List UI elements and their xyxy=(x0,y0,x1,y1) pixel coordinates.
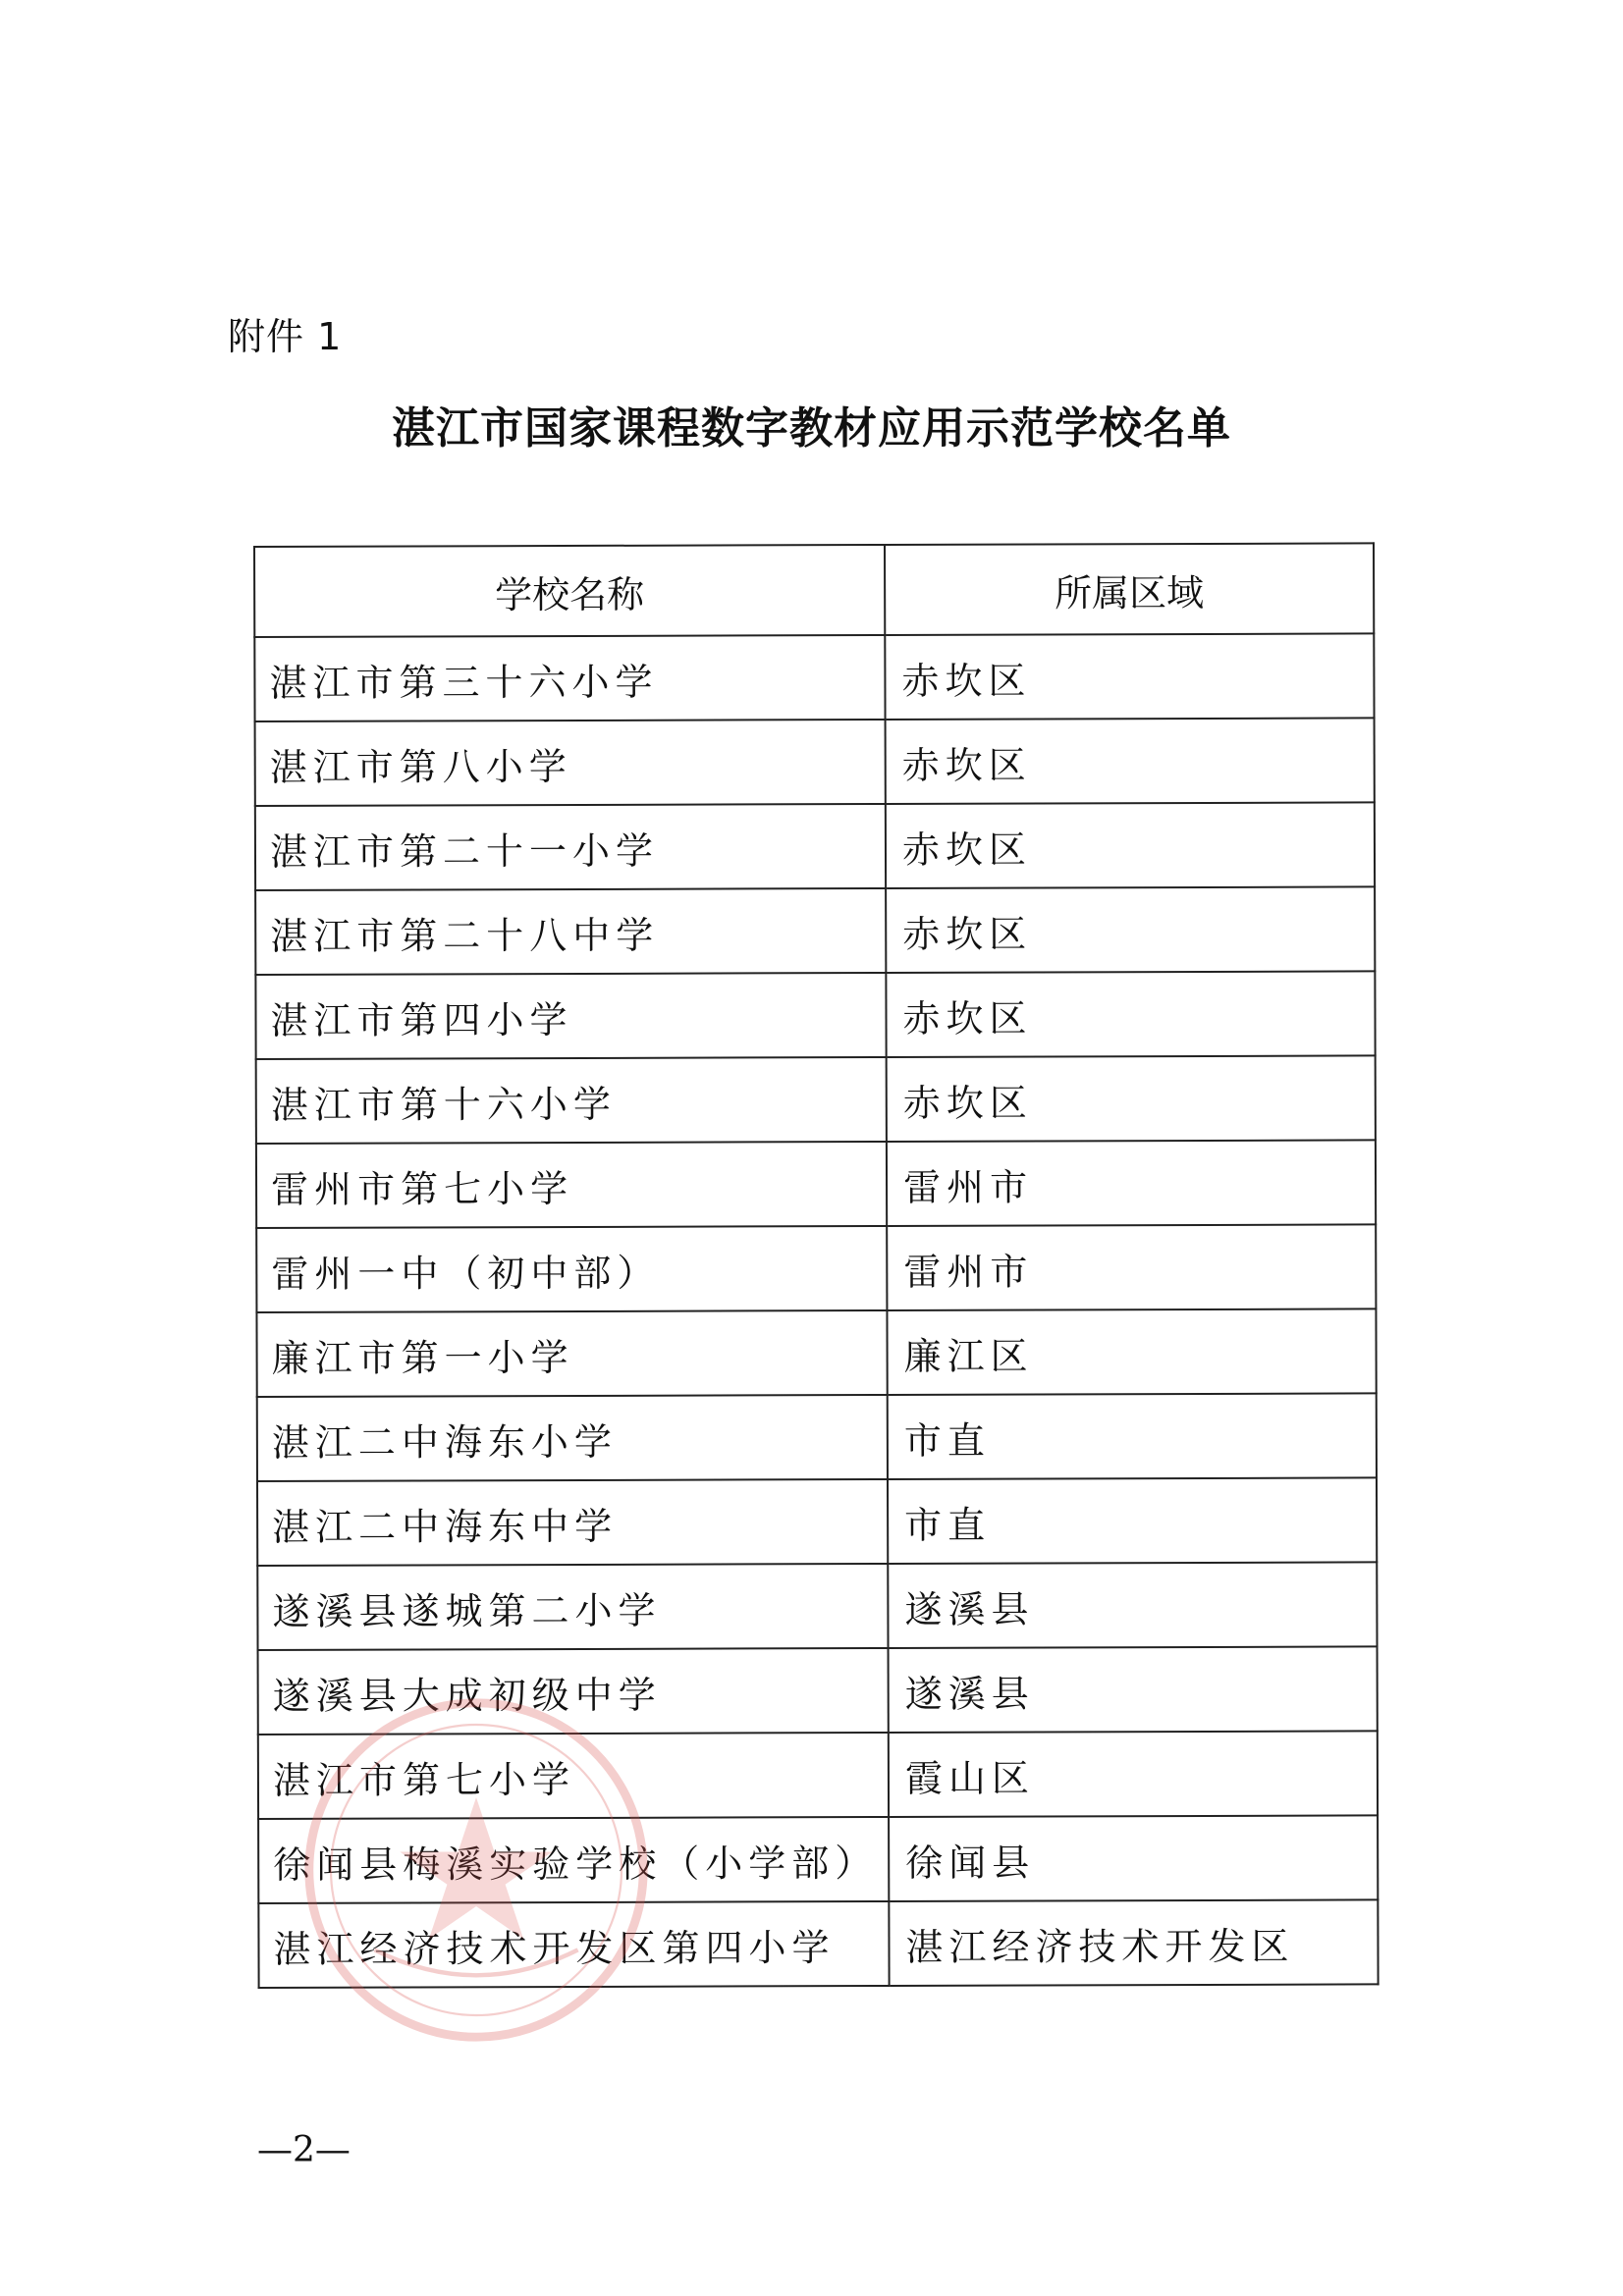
table-row xyxy=(257,1477,1377,1566)
header-school-name: 学校名称 xyxy=(254,545,885,637)
table-row xyxy=(258,1646,1378,1735)
attachment-label: 附件 1 xyxy=(228,315,343,358)
region-cell: 赤坎区 xyxy=(886,886,1375,973)
table-row xyxy=(258,1731,1378,1819)
table-row xyxy=(256,1140,1376,1228)
school-name-cell: 徐闻县梅溪实验学校（小学部） xyxy=(258,1817,889,1903)
table-header-row xyxy=(254,543,1374,637)
region-cell: 市直 xyxy=(888,1477,1377,1564)
table-row xyxy=(255,802,1375,890)
table-row xyxy=(257,1562,1377,1650)
table-row xyxy=(256,1055,1376,1144)
school-name-cell: 雷州市第七小学 xyxy=(256,1142,887,1228)
school-name-cell: 湛江市第七小学 xyxy=(258,1733,889,1819)
school-name-cell: 湛江市第三十六小学 xyxy=(254,635,885,721)
region-cell: 廉江区 xyxy=(887,1308,1376,1395)
region-cell: 赤坎区 xyxy=(886,718,1375,804)
table-row xyxy=(255,886,1375,975)
region-cell: 赤坎区 xyxy=(886,802,1375,888)
school-name-cell: 湛江二中海东小学 xyxy=(257,1395,888,1481)
school-name-cell: 湛江市第八小学 xyxy=(255,720,886,806)
region-cell: 雷州市 xyxy=(887,1224,1376,1310)
school-name-cell: 湛江二中海东中学 xyxy=(257,1479,888,1566)
school-name-cell: 湛江市第十六小学 xyxy=(256,1057,887,1144)
school-name-cell: 雷州一中（初中部） xyxy=(256,1226,887,1312)
table-row xyxy=(256,1308,1376,1397)
page-title: 湛江市国家课程数字教材应用示范学校名单 xyxy=(392,403,1231,454)
region-cell: 赤坎区 xyxy=(887,1055,1376,1142)
table-row xyxy=(255,971,1375,1059)
region-cell: 徐闻县 xyxy=(889,1815,1378,1901)
school-name-cell: 湛江市第二十一小学 xyxy=(255,804,886,890)
school-name-cell: 湛江市第二十八中学 xyxy=(255,888,886,975)
school-name-cell: 湛江经济技术开发区第四小学 xyxy=(258,1901,889,1988)
region-cell: 赤坎区 xyxy=(885,633,1374,720)
page-number: —2— xyxy=(257,2130,351,2170)
region-cell: 霞山区 xyxy=(889,1731,1378,1817)
region-cell: 赤坎区 xyxy=(886,971,1375,1057)
school-name-cell: 廉江市第一小学 xyxy=(256,1310,887,1397)
school-name-cell: 遂溪县大成初级中学 xyxy=(258,1648,889,1735)
region-cell: 市直 xyxy=(888,1393,1377,1479)
table-row xyxy=(258,1815,1378,1903)
region-cell: 遂溪县 xyxy=(889,1646,1378,1733)
region-cell: 遂溪县 xyxy=(888,1562,1377,1648)
table-row xyxy=(258,1899,1378,1988)
region-cell: 湛江经济技术开发区 xyxy=(889,1899,1378,1986)
table-row xyxy=(257,1393,1377,1481)
region-cell: 雷州市 xyxy=(887,1140,1376,1226)
table-row xyxy=(254,633,1374,721)
school-name-cell: 湛江市第四小学 xyxy=(255,973,886,1059)
school-name-cell: 遂溪县遂城第二小学 xyxy=(257,1564,888,1650)
table-row xyxy=(255,718,1375,806)
school-list-table xyxy=(253,542,1380,1989)
table-row xyxy=(256,1224,1376,1312)
header-region: 所属区域 xyxy=(885,543,1374,635)
